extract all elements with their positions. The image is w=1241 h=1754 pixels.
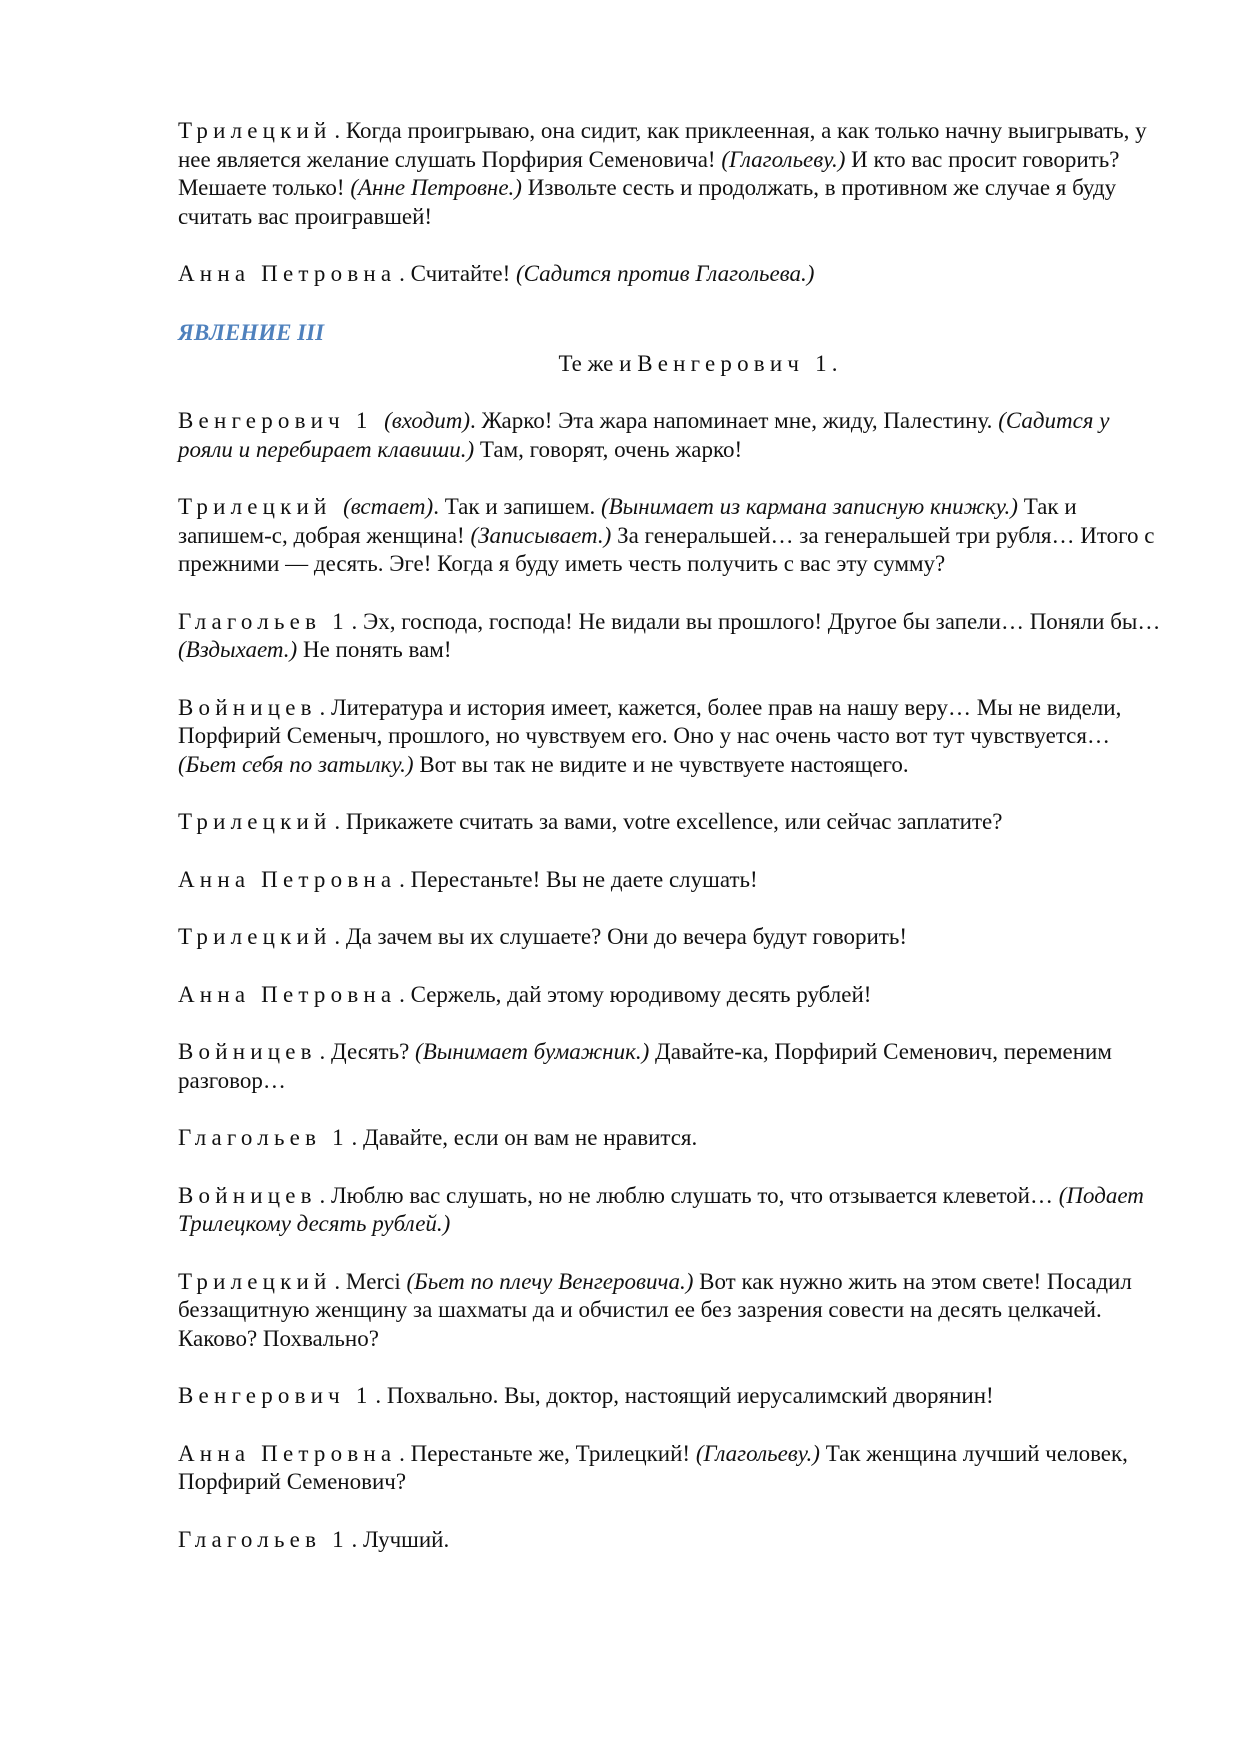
dialogue-text: Давайте, если он вам не нравится. [363, 1125, 698, 1150]
dialogue-paragraph: Анна Петровна . Считайте! (Садится против Глагольева.) [178, 261, 815, 286]
dialogue-text: Так женщина лучший человек, Порфирий Семенович? [178, 1440, 1128, 1494]
dialogue-paragraph: Трилецкий . Merci (Бьет по плечу Венгеровича.) Вот как нужно жить на этом свете! Посадил беззащитную женщину за шахматы да и обчистил ее без зазрения совести на десять целкачей. Каково? Похвально? [178, 1268, 1132, 1351]
dialogue-text: Когда проигрываю, она сидит, как приклеенная, а как только начну выигрывать, у нее является желание слушать Порфирия Семеновича! [178, 118, 1147, 172]
dialogue-paragraph: Глагольев 1 . Лучший. [178, 1526, 450, 1552]
dialogue-paragraph [178, 407, 1168, 464]
dialogue-text: За генеральшей… за генеральшей три рубля… Итого с прежними — десять. Эге! Когда я буду иметь честь получить с вас эту сумму? [178, 522, 1155, 576]
stage-direction: (Садится у рояли и перебирает клавиши.) [178, 408, 1110, 462]
document-page [178, 117, 1168, 1583]
dialogue-text: Вот вы так не видите и не чувствуете настоящего. [413, 751, 909, 777]
dialogue-text: Перестаньте же, Трилецкий! [410, 1440, 696, 1466]
stage-direction: (Вынимает из кармана записную книжку.) [600, 494, 1018, 519]
speaker-name: Анна Петровна [178, 261, 397, 286]
stage-direction: (Подает Трилецкому десять рублей.) [178, 1182, 1144, 1236]
dialogue-paragraph: Войницев . Литература и история имеет, кажется, более прав на нашу веру… Мы не видели, Порфирий Семеныч, прошлого, но чувствуем его. Оно у нас очень часто вот тут чувствуется… (Бьет себя по затылку.) Вот вы так не видите и не чувствуете настоящего. [178, 694, 1122, 777]
stage-direction: (Вынимает бумажник.) [415, 1039, 650, 1064]
dialogue-text: Люблю вас слушать, но не люблю слушать то, что отзывается клеветой… [331, 1182, 1059, 1208]
dialogue-text: . Жарко! Эта жара напоминает мне, жиду, Палестину. [469, 408, 999, 433]
speaker-name: Глагольев 1 [178, 1526, 349, 1552]
dialogue-paragraph: Войницев . Люблю вас слушать, но не люблю слушать то, что отзывается клеветой… (Подает Трилецкому десять рублей.) [178, 1182, 1144, 1236]
stage-direction: (входит) [384, 408, 470, 433]
dialogue-paragraph: Трилецкий . Да зачем вы их слушаете? Они до вечера будут говорить! [178, 924, 908, 949]
dialogue-paragraph: Глагольев 1 . Эх, господа, господа! Не видали вы прошлого! Другое бы запели… Поняли бы… (Вздыхает.) Не понять вам! [178, 608, 1161, 662]
dialogue-paragraph: Трилецкий . Прикажете считать за вами, votre excellence, или сейчас заплатите? [178, 809, 1003, 834]
stage-direction: (Вздыхает.) [178, 637, 298, 662]
scene-heading: ЯВЛЕНИЕ III [178, 319, 325, 345]
stage-direction: (Садится против Глагольева.) [516, 261, 815, 286]
dialogue-text: Перестаньте! Вы не даете слушать! [410, 866, 758, 892]
speaker-name: Трилецкий [178, 924, 332, 949]
speaker-name: Войницев [178, 694, 317, 720]
dialogue-paragraph: Трилецкий . Когда проигрываю, она сидит, как приклеенная, а как только начну выигрывать, у нее является желание слушать Порфирия Семеновича! (Глагольеву.) И кто вас просит говорить? Мешаете только! (Анне Петровне.) Извольте сесть и продолжать, в противном же случае я буду считать вас проигравшей! [178, 118, 1147, 229]
dialogue-paragraph [178, 493, 1168, 579]
speaker-name: Войницев [178, 1039, 317, 1064]
cast-prefix: Те же и [558, 350, 632, 376]
dialogue-text: И кто вас просит говорить? Мешаете только! [178, 146, 1120, 200]
dialogue-text: Сержель, дай этому юродивому десять рублей! [410, 981, 872, 1007]
dialogue-paragraph: Анна Петровна . Перестаньте же, Трилецкий! (Глагольеву.) Так женщина лучший человек, Порфирий Семенович? [178, 1440, 1128, 1494]
stage-direction: (Глагольеву.) [721, 146, 846, 172]
dialogue-text: Лучший. [363, 1526, 450, 1552]
dialogue-text: Так и запишем-с, добрая женщина! [178, 494, 1077, 548]
stage-direction: (Бьет по плечу Венгеровича.) [406, 1268, 694, 1294]
stage-direction: (встает) [343, 494, 434, 519]
dialogue-text: Там, говорят, очень жарко! [474, 436, 743, 462]
speaker-name: Анна Петровна [178, 981, 397, 1007]
dialogue-text: Считайте! [410, 261, 517, 286]
stage-direction: (Бьет себя по затылку.) [178, 751, 414, 777]
stage-direction: (Глагольеву.) [695, 1440, 820, 1466]
dialogue-paragraph: Анна Петровна . Перестаньте! Вы не даете слушать! [178, 866, 758, 892]
speaker-name: Глагольев 1 [178, 608, 349, 634]
cast-speaker: Венгерович 1 [637, 350, 832, 376]
stage-direction: (Записывает.) [470, 522, 612, 548]
dialogue-text: Десять? [331, 1039, 416, 1064]
dialogue-text: Похвально. Вы, доктор, настоящий иерусалимский дворянин! [386, 1383, 994, 1408]
speaker-name: Трилецкий [178, 809, 332, 834]
dialogue-paragraph: Венгерович 1 . Похвально. Вы, доктор, настоящий иерусалимский дворянин! [178, 1383, 994, 1408]
speaker-name: Войницев [178, 1182, 317, 1208]
dialogue-paragraph: Войницев . Десять? (Вынимает бумажник.) Давайте-ка, Порфирий Семенович, переменим разговор… [178, 1039, 1112, 1093]
dialogue-text: Литература и история имеет, кажется, более прав на нашу веру… Мы не видели, Порфирий Семеныч, прошлого, но чувствуем его. Оно у нас очень часто вот тут чувствуется… [178, 694, 1122, 748]
cast-suffix: . [831, 350, 838, 376]
dialogue-text: Merci [345, 1268, 407, 1294]
speaker-name: Трилецкий [178, 1268, 332, 1294]
dialogue-text: . Так и запишем. [433, 494, 601, 519]
dialogue-text: Да зачем вы их слушаете? Они до вечера будут говорить! [345, 924, 908, 949]
dialogue-paragraph: Анна Петровна . Сержель, дай этому юродивому десять рублей! [178, 981, 872, 1007]
speaker-name: Венгерович 1 [178, 1383, 373, 1408]
dialogue-text: Давайте-ка, Порфирий Семенович, переменим разговор… [178, 1039, 1112, 1093]
speaker-name: Глагольев 1 [178, 1125, 349, 1150]
stage-direction: (Анне Петровне.) [350, 175, 522, 200]
speaker-name: Трилецкий [178, 118, 332, 143]
speaker-name: Анна Петровна [178, 866, 397, 892]
dialogue-text: Извольте сесть и продолжать, в противном же случае я буду считать вас проигравшей! [178, 175, 1117, 229]
dialogue-text: Эх, господа, господа! Не видали вы прошлого! Другое бы запели… Поняли бы… [363, 608, 1161, 634]
speaker-name: Анна Петровна [178, 1440, 397, 1466]
dialogue-text: Прикажете считать за вами, votre excellence, или сейчас заплатите? [345, 809, 1003, 834]
speaker-name: Венгерович 1 [178, 408, 373, 433]
cast-line [178, 350, 1168, 379]
dialogue-paragraph: Глагольев 1 . Давайте, если он вам не нравится. [178, 1125, 698, 1150]
dialogue-text: Вот как нужно жить на этом свете! Посадил беззащитную женщину за шахматы да и обчистил ее без зазрения совести на десять целкачей. Каково? Похвально? [178, 1268, 1132, 1351]
dialogue-text: Не понять вам! [297, 637, 452, 662]
speaker-name: Трилецкий [178, 494, 332, 519]
